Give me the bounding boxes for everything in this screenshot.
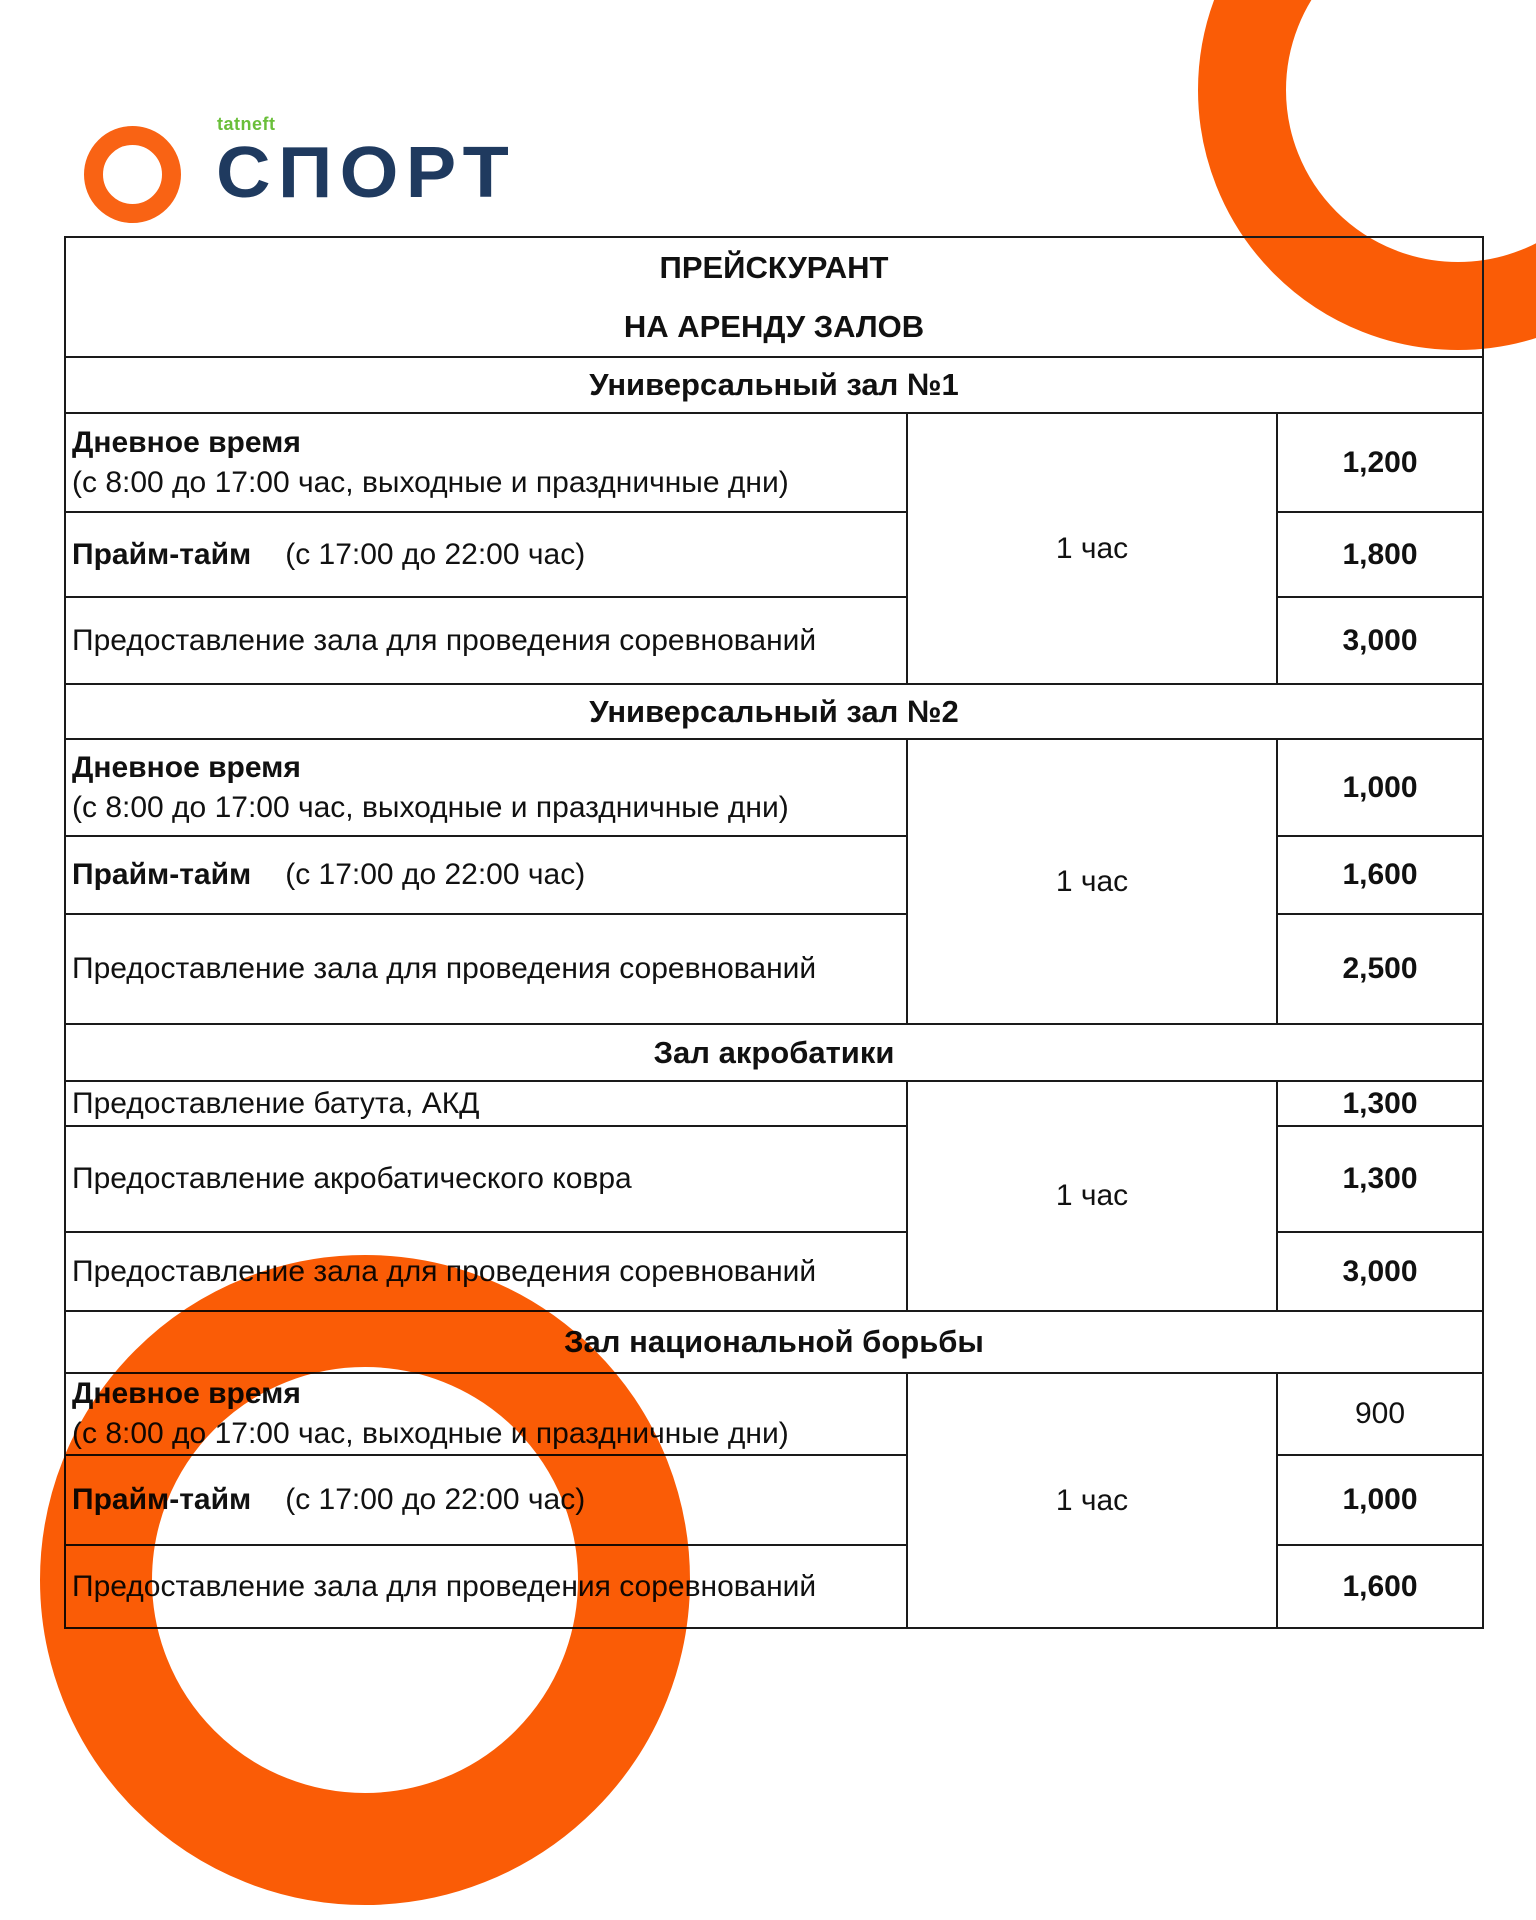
row-label: Предоставление акробатического ковра	[65, 1126, 907, 1232]
section-title: Зал национальной борьбы	[65, 1311, 1483, 1373]
price-cell: 1,000	[1277, 1455, 1483, 1545]
row-label: Предоставление зала для проведения соревнований	[65, 597, 907, 684]
row-label-bold: Прайм-тайм	[72, 1483, 252, 1516]
table-row	[65, 739, 1483, 836]
row-label: Предоставление зала для проведения соревнований	[65, 914, 907, 1024]
row-label: Предоставление зала для проведения соревнований	[65, 1232, 907, 1311]
row-label-bold: Дневное время	[72, 425, 301, 459]
row-label-bold: Дневное время	[72, 750, 301, 784]
price-table	[64, 236, 1484, 1629]
row-label: Предоставление батута, АКД	[65, 1081, 907, 1126]
price-cell: 1,000	[1277, 739, 1483, 836]
section-header-row	[65, 1024, 1483, 1081]
duration-cell: 1 час	[907, 739, 1277, 1024]
section-header-row	[65, 684, 1483, 739]
price-cell: 1,300	[1277, 1081, 1483, 1126]
price-cell: 1,600	[1277, 1545, 1483, 1628]
table-row	[65, 413, 1483, 512]
price-cell: 3,000	[1277, 597, 1483, 684]
row-label-bold: Прайм-тайм	[72, 537, 252, 571]
section-header-row	[65, 1311, 1483, 1373]
price-cell: 1,200	[1277, 413, 1483, 512]
row-label-bold: Прайм-тайм	[72, 858, 252, 891]
section-title: Универсальный зал №2	[65, 684, 1483, 739]
price-cell: 1,800	[1277, 512, 1483, 597]
row-label	[65, 512, 907, 597]
row-label-detail: (с 17:00 до 22:00 час)	[285, 1483, 586, 1516]
section-title: Зал акробатики	[65, 1024, 1483, 1081]
row-label: Предоставление зала для проведения соревнований	[65, 1545, 907, 1628]
row-label	[65, 739, 907, 836]
price-cell: 2,500	[1277, 914, 1483, 1024]
duration-cell: 1 час	[907, 413, 1277, 684]
price-list-title	[65, 237, 1483, 357]
table-row	[65, 1081, 1483, 1126]
row-label	[65, 836, 907, 914]
title-row	[65, 237, 1483, 357]
row-label	[65, 413, 907, 512]
price-cell: 900	[1277, 1373, 1483, 1455]
section-header-row	[65, 357, 1483, 413]
row-label-detail: (с 17:00 до 22:00 час)	[285, 858, 586, 891]
row-label-detail: (с 8:00 до 17:00 час, выходные и праздничные дни)	[72, 790, 789, 824]
duration-cell: 1 час	[907, 1081, 1277, 1311]
logo-tagline: tatneft	[217, 114, 276, 134]
table-row	[65, 1373, 1483, 1455]
row-label-detail: (с 8:00 до 17:00 час, выходные и праздничные дни)	[72, 465, 789, 499]
price-cell: 1,600	[1277, 836, 1483, 914]
row-label	[65, 1455, 907, 1545]
brand-logo	[84, 112, 517, 222]
row-label-detail: (с 17:00 до 22:00 час)	[285, 537, 586, 571]
title-line-1: ПРЕЙСКУРАНТ	[659, 250, 889, 285]
row-label-detail: (с 8:00 до 17:00 час, выходные и праздничные дни)	[72, 1417, 789, 1450]
row-label	[65, 1373, 907, 1455]
title-line-2: НА АРЕНДУ ЗАЛОВ	[623, 309, 925, 344]
logo-ring-icon	[84, 126, 181, 223]
logo-wordmark: СПОРТ	[216, 133, 517, 213]
duration-cell: 1 час	[907, 1373, 1277, 1628]
price-cell: 3,000	[1277, 1232, 1483, 1311]
price-cell: 1,300	[1277, 1126, 1483, 1232]
row-label-bold: Дневное время	[72, 1377, 301, 1410]
section-title: Универсальный зал №1	[65, 357, 1483, 413]
